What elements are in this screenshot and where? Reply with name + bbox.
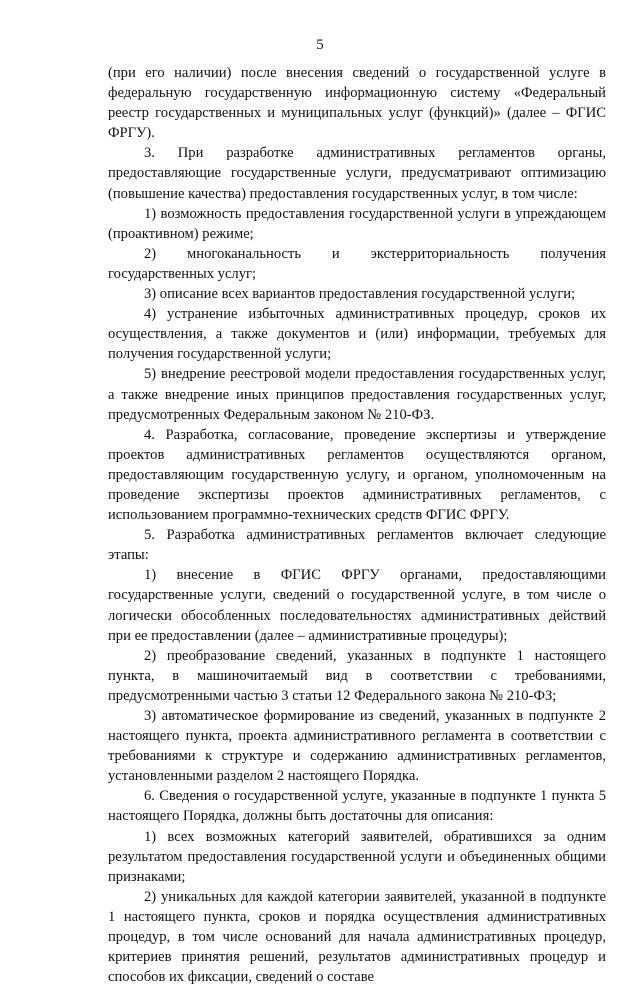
list-item-3-2: 2) многоканальность и экстерриториальность получения государственных услуг; (108, 245, 606, 282)
list-item-6-2: 2) уникальных для каждой категории заявителей, указанной в подпункте 1 настоящего пункта, сроков и порядка осуществления административных процедур, в том числе оснований для начала административных процедур, критериев принятия решений, результатов административных процедур и способов их фиксации, сведений о составе (108, 888, 606, 986)
list-item-3-4: 4) устранение избыточных административных процедур, сроков их осуществления, а также документов и (или) информации, требуемых для получения государственной услуги; (108, 306, 606, 363)
paragraph-section-4: 4. Разработка, согласование, проведение экспертизы и утверждение проектов административных регламентов осуществляются органом, предоставляющим государственную услугу, и органом, уполномоченным на проведение экспертизы проектов административных регламентов, с использованием программно-технических средств ФГИС ФРГУ. (108, 426, 606, 524)
paragraph-section-6: 6. Сведения о государственной услуге, указанные в подпункте 1 пункта 5 настоящего Порядка, должны быть достаточны для описания: (108, 788, 606, 825)
list-item-3-5: 5) внедрение реестровой модели предоставления государственных услуг, а также внедрение иных принципов предоставления государственных услуг, предусмотренных Федеральным законом № 210-ФЗ. (108, 366, 606, 423)
paragraph-continuation: (при его наличии) после внесения сведений о государственной услуге в федеральную государственную информационную систему «Федеральный реестр государственных и муниципальных услуг (функций)» (далее – ФГИС ФРГУ). (108, 65, 606, 142)
paragraph-section-3: 3. При разработке административных регламентов органы, предоставляющие государственные услуги, предусматривают оптимизацию (повышение качества) предоставления государственных услуг, в том числе: (108, 145, 606, 202)
list-item-5-3: 3) автоматическое формирование из сведений, указанных в подпункте 2 настоящего пункта, проекта административного регламента в соответствии с требованиями к структуре и содержанию административных регламентов, установленными разделом 2 настоящего Порядка. (108, 708, 606, 785)
document-body (108, 63, 606, 987)
page-number: 5 (316, 37, 324, 53)
paragraph-section-5: 5. Разработка административных регламентов включает следующие этапы: (108, 527, 606, 564)
list-item-5-2: 2) преобразование сведений, указанных в подпункте 1 настоящего пункта, в машиночитаемый вид в соответствии с требованиями, предусмотренными частью 3 статьи 12 Федерального закона № 210-ФЗ; (108, 647, 606, 704)
list-item-3-3: 3) описание всех вариантов предоставления государственной услуги; (144, 286, 576, 303)
list-item-3-1: 1) возможность предоставления государственной услуги в упреждающем (проактивном) режиме; (108, 205, 606, 242)
list-item-6-1: 1) всех возможных категорий заявителей, обратившихся за одним результатом предоставления государственной услуги и объединенных общими признаками; (108, 828, 606, 885)
list-item-5-1: 1) внесение в ФГИС ФРГУ органами, предоставляющими государственные услуги, сведений о государственной услуге, в том числе о логически обособленных последовательностях административных действий при ее предоставлении (далее – административные процедуры); (108, 567, 606, 644)
